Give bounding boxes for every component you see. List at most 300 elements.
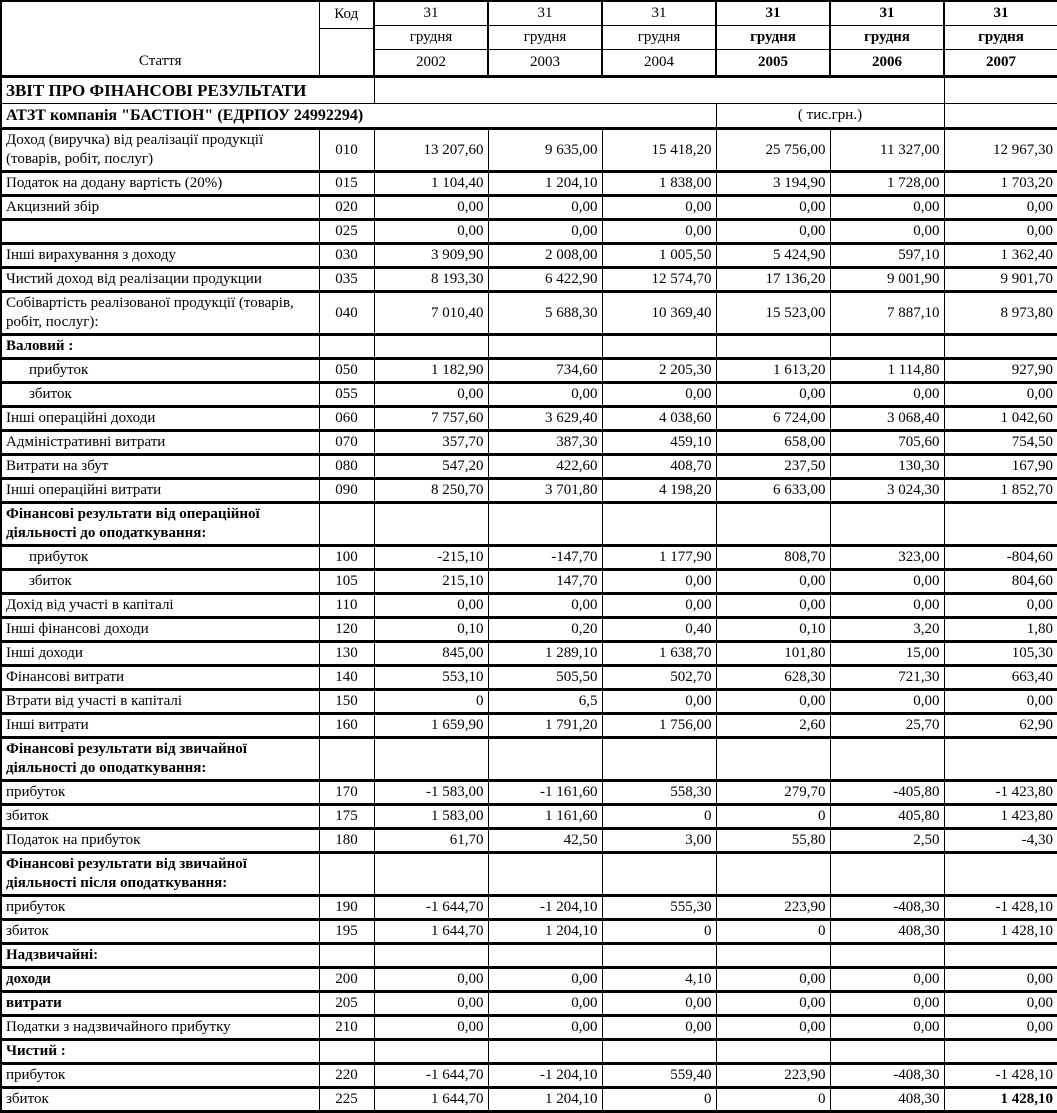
section-row [1, 853, 1057, 896]
article-cell: збиток [1, 920, 319, 944]
value-cell: 387,30 [488, 431, 602, 455]
value-cell: 0,00 [374, 383, 488, 407]
value-cell [488, 335, 602, 359]
year-header-day: 31 [488, 1, 602, 26]
value-cell: 0,00 [488, 992, 602, 1016]
title-row [1, 77, 1057, 104]
value-cell: 0 [602, 805, 716, 829]
value-cell: 734,60 [488, 359, 602, 383]
value-cell: 0,00 [602, 992, 716, 1016]
data-row [1, 829, 1057, 853]
value-cell: 9 001,90 [830, 268, 944, 292]
data-row [1, 268, 1057, 292]
value-cell: 1 428,10 [944, 920, 1057, 944]
article-cell: Адміністративні витрати [1, 431, 319, 455]
data-row [1, 407, 1057, 431]
value-cell: 0,00 [602, 196, 716, 220]
article-cell: Податки з надзвичайного прибутку [1, 1016, 319, 1040]
value-cell: 0,00 [602, 690, 716, 714]
value-cell: 0,00 [602, 220, 716, 244]
value-cell: 1 728,00 [830, 172, 944, 196]
value-cell: 0,00 [716, 570, 830, 594]
value-cell: -1 644,70 [374, 896, 488, 920]
article-cell: Інші витрати [1, 714, 319, 738]
value-cell: 1 289,10 [488, 642, 602, 666]
value-cell [602, 1040, 716, 1064]
value-cell: 25 756,00 [716, 129, 830, 172]
value-cell: 3 909,90 [374, 244, 488, 268]
value-cell [830, 335, 944, 359]
value-cell: 6 724,00 [716, 407, 830, 431]
value-cell [830, 944, 944, 968]
value-cell: 408,70 [602, 455, 716, 479]
value-cell: 2,50 [830, 829, 944, 853]
article-cell: доходи [1, 968, 319, 992]
data-row [1, 196, 1057, 220]
value-cell: 559,40 [602, 1064, 716, 1088]
article-cell [1, 220, 319, 244]
data-row [1, 594, 1057, 618]
value-cell: -1 161,60 [488, 781, 602, 805]
value-cell: 11 327,00 [830, 129, 944, 172]
data-row [1, 1016, 1057, 1040]
article-cell: прибуток [1, 1064, 319, 1088]
value-cell: 7 887,10 [830, 292, 944, 335]
empty-cell [374, 77, 944, 104]
year-header-day: 31 [374, 1, 488, 26]
data-row [1, 383, 1057, 407]
code-cell: 015 [319, 172, 374, 196]
value-cell: 15 523,00 [716, 292, 830, 335]
value-cell: 2 205,30 [602, 359, 716, 383]
code-cell: 130 [319, 642, 374, 666]
article-cell: Валовий : [1, 335, 319, 359]
value-cell [944, 503, 1057, 546]
code-cell: 070 [319, 431, 374, 455]
value-cell: 0,00 [488, 383, 602, 407]
code-cell [319, 738, 374, 781]
value-cell: 845,00 [374, 642, 488, 666]
empty-cell [944, 104, 1057, 129]
code-cell: 025 [319, 220, 374, 244]
article-cell: Чистий доход від реалізации продукции [1, 268, 319, 292]
article-cell: Інші операційні витрати [1, 479, 319, 503]
code-cell: 105 [319, 570, 374, 594]
value-cell: 1 005,50 [602, 244, 716, 268]
code-cell: 150 [319, 690, 374, 714]
year-header-month: грудня [716, 26, 830, 50]
value-cell: 808,70 [716, 546, 830, 570]
data-row [1, 666, 1057, 690]
code-cell: 080 [319, 455, 374, 479]
value-cell [488, 944, 602, 968]
data-row [1, 172, 1057, 196]
value-cell: 0,00 [830, 1016, 944, 1040]
value-cell: 558,30 [602, 781, 716, 805]
value-cell: 0,00 [830, 968, 944, 992]
value-cell: 62,90 [944, 714, 1057, 738]
value-cell: 357,70 [374, 431, 488, 455]
value-cell: 223,90 [716, 896, 830, 920]
value-cell: 0,00 [944, 594, 1057, 618]
value-cell: 105,30 [944, 642, 1057, 666]
value-cell: 101,80 [716, 642, 830, 666]
code-cell: 160 [319, 714, 374, 738]
value-cell: 0,00 [716, 690, 830, 714]
code-cell [319, 853, 374, 896]
code-cell: 020 [319, 196, 374, 220]
value-cell: 1 644,70 [374, 1088, 488, 1112]
value-cell: 0,00 [488, 1016, 602, 1040]
code-cell: 055 [319, 383, 374, 407]
company-name: АТЗТ компанія "БАСТІОН" (ЕДРПОУ 24992294) [1, 104, 716, 129]
section-row [1, 944, 1057, 968]
value-cell: -408,30 [830, 896, 944, 920]
value-cell: 1 182,90 [374, 359, 488, 383]
value-cell: 0,00 [374, 594, 488, 618]
column-header-code [319, 1, 374, 77]
code-cell: 170 [319, 781, 374, 805]
code-cell: 220 [319, 1064, 374, 1088]
code-cell: 210 [319, 1016, 374, 1040]
value-cell: -215,10 [374, 546, 488, 570]
value-cell: 422,60 [488, 455, 602, 479]
value-cell: 0,00 [830, 196, 944, 220]
value-cell: 61,70 [374, 829, 488, 853]
article-cell: Податок на прибуток [1, 829, 319, 853]
year-header-month: грудня [374, 26, 488, 50]
value-cell: 0,00 [488, 968, 602, 992]
value-cell: 0,00 [488, 220, 602, 244]
code-cell [319, 944, 374, 968]
value-cell: 42,50 [488, 829, 602, 853]
code-cell: 120 [319, 618, 374, 642]
value-cell: 0 [602, 920, 716, 944]
section-row [1, 738, 1057, 781]
value-cell: 0,00 [830, 690, 944, 714]
value-cell: 4,10 [602, 968, 716, 992]
value-cell [602, 335, 716, 359]
value-cell: 279,70 [716, 781, 830, 805]
value-cell: 1 204,10 [488, 1088, 602, 1112]
title-block [1, 77, 1057, 129]
value-cell: 547,20 [374, 455, 488, 479]
value-cell [602, 853, 716, 896]
data-row [1, 805, 1057, 829]
data-row [1, 1064, 1057, 1088]
data-row [1, 479, 1057, 503]
value-cell: -1 583,00 [374, 781, 488, 805]
value-cell: 1 703,20 [944, 172, 1057, 196]
data-row [1, 1088, 1057, 1112]
value-cell: 55,80 [716, 829, 830, 853]
value-cell: 3 068,40 [830, 407, 944, 431]
article-cell: Інші доходи [1, 642, 319, 666]
value-cell: 597,10 [830, 244, 944, 268]
value-cell [944, 335, 1057, 359]
article-cell: Податок на додану вартість (20%) [1, 172, 319, 196]
value-cell: 1 583,00 [374, 805, 488, 829]
value-cell: 0,00 [830, 383, 944, 407]
value-cell: 0,00 [716, 1016, 830, 1040]
value-cell: 804,60 [944, 570, 1057, 594]
value-cell [716, 853, 830, 896]
data-row [1, 618, 1057, 642]
code-cell: 225 [319, 1088, 374, 1112]
value-cell [374, 853, 488, 896]
value-cell: 1 423,80 [944, 805, 1057, 829]
value-cell: 1 161,60 [488, 805, 602, 829]
year-header-label: 2004 [602, 50, 716, 77]
value-cell: 3,00 [602, 829, 716, 853]
value-cell: 0,00 [488, 196, 602, 220]
year-header-label: 2007 [944, 50, 1057, 77]
article-cell: прибуток [1, 546, 319, 570]
value-cell: 663,40 [944, 666, 1057, 690]
value-cell: 0,00 [374, 220, 488, 244]
value-cell: 1 042,60 [944, 407, 1057, 431]
year-header-day: 31 [830, 1, 944, 26]
value-cell [374, 738, 488, 781]
section-row [1, 335, 1057, 359]
data-row [1, 455, 1057, 479]
value-cell: 0,00 [716, 383, 830, 407]
code-cell: 175 [319, 805, 374, 829]
value-cell: 5 424,90 [716, 244, 830, 268]
value-cell: 0 [602, 1088, 716, 1112]
code-cell: 090 [319, 479, 374, 503]
value-cell: 0,00 [602, 594, 716, 618]
value-cell: -1 423,80 [944, 781, 1057, 805]
article-cell: Фінансові результати від звичайної діяльності після оподаткування: [1, 853, 319, 896]
value-cell: 553,10 [374, 666, 488, 690]
code-header-label: Код [320, 2, 374, 29]
article-cell: прибуток [1, 359, 319, 383]
code-cell: 010 [319, 129, 374, 172]
data-row [1, 546, 1057, 570]
value-cell: 223,90 [716, 1064, 830, 1088]
value-cell: 0,10 [374, 618, 488, 642]
code-cell: 030 [319, 244, 374, 268]
value-cell: 1 791,20 [488, 714, 602, 738]
value-cell [374, 335, 488, 359]
article-cell: Акцизний збір [1, 196, 319, 220]
value-cell [830, 738, 944, 781]
value-cell: 0,00 [602, 570, 716, 594]
value-cell: 130,30 [830, 455, 944, 479]
value-cell: 0,00 [716, 220, 830, 244]
value-cell: 0,00 [716, 594, 830, 618]
value-cell [602, 738, 716, 781]
value-cell: 0,00 [602, 383, 716, 407]
section-row [1, 1040, 1057, 1064]
data-row [1, 359, 1057, 383]
value-cell: 459,10 [602, 431, 716, 455]
value-cell [830, 503, 944, 546]
value-cell: -1 204,10 [488, 1064, 602, 1088]
year-header-month: грудня [488, 26, 602, 50]
report-title: ЗВІТ ПРО ФІНАНСОВІ РЕЗУЛЬТАТИ [1, 77, 374, 104]
value-cell: 408,30 [830, 1088, 944, 1112]
value-cell: 1 659,90 [374, 714, 488, 738]
value-cell: 408,30 [830, 920, 944, 944]
value-cell: 1 838,00 [602, 172, 716, 196]
header-row-day [1, 1, 1057, 26]
article-cell: Витрати на збут [1, 455, 319, 479]
code-cell [319, 335, 374, 359]
value-cell: 0,00 [374, 992, 488, 1016]
value-cell: 0 [716, 805, 830, 829]
value-cell: 6,5 [488, 690, 602, 714]
value-cell: 15,00 [830, 642, 944, 666]
value-cell: 927,90 [944, 359, 1057, 383]
value-cell: 0,00 [716, 968, 830, 992]
value-cell: 0,00 [944, 1016, 1057, 1040]
value-cell: 502,70 [602, 666, 716, 690]
value-cell: -147,70 [488, 546, 602, 570]
value-cell: 628,30 [716, 666, 830, 690]
value-cell: 4 198,20 [602, 479, 716, 503]
code-cell [319, 1040, 374, 1064]
value-cell: 9 901,70 [944, 268, 1057, 292]
code-cell: 140 [319, 666, 374, 690]
value-cell: 754,50 [944, 431, 1057, 455]
value-cell: 0,00 [944, 690, 1057, 714]
data-row [1, 642, 1057, 666]
value-cell: 237,50 [716, 455, 830, 479]
data-row [1, 431, 1057, 455]
value-cell [374, 944, 488, 968]
value-cell: 1 177,90 [602, 546, 716, 570]
data-row [1, 781, 1057, 805]
value-cell: 0,00 [944, 968, 1057, 992]
code-cell: 195 [319, 920, 374, 944]
article-cell: витрати [1, 992, 319, 1016]
value-cell: 1,80 [944, 618, 1057, 642]
article-cell: Інші операційні доходи [1, 407, 319, 431]
data-row [1, 714, 1057, 738]
article-cell: Чистий : [1, 1040, 319, 1064]
article-cell: Собівартість реалізованої продукції (товарів, робіт, послуг): [1, 292, 319, 335]
section-row [1, 503, 1057, 546]
article-cell: збиток [1, 1088, 319, 1112]
value-cell: 3 194,90 [716, 172, 830, 196]
value-cell: 658,00 [716, 431, 830, 455]
value-cell: 4 038,60 [602, 407, 716, 431]
value-cell: 17 136,20 [716, 268, 830, 292]
value-cell: 0,00 [374, 1016, 488, 1040]
value-cell: 323,00 [830, 546, 944, 570]
value-cell: 0,00 [374, 968, 488, 992]
value-cell: -1 204,10 [488, 896, 602, 920]
value-cell: 0,00 [488, 594, 602, 618]
article-cell: прибуток [1, 781, 319, 805]
data-row [1, 220, 1057, 244]
value-cell [716, 1040, 830, 1064]
value-cell [602, 503, 716, 546]
value-cell [716, 944, 830, 968]
code-cell: 040 [319, 292, 374, 335]
value-cell [830, 853, 944, 896]
year-header-day: 31 [944, 1, 1057, 26]
value-cell: -4,30 [944, 829, 1057, 853]
empty-cell [944, 77, 1057, 104]
article-cell: Фінансові витрати [1, 666, 319, 690]
value-cell: 25,70 [830, 714, 944, 738]
code-cell: 035 [319, 268, 374, 292]
value-cell: 6 633,00 [716, 479, 830, 503]
value-cell [374, 503, 488, 546]
value-cell: 1 104,40 [374, 172, 488, 196]
article-cell: Дохід від участі в капіталі [1, 594, 319, 618]
value-cell: 0 [716, 920, 830, 944]
value-cell: -405,80 [830, 781, 944, 805]
value-cell: 0,00 [944, 220, 1057, 244]
year-header-label: 2006 [830, 50, 944, 77]
code-cell: 100 [319, 546, 374, 570]
value-cell: 147,70 [488, 570, 602, 594]
value-cell: -1 428,10 [944, 896, 1057, 920]
value-cell: 1 852,70 [944, 479, 1057, 503]
value-cell: 1 428,10 [944, 1088, 1057, 1112]
column-header-block [1, 1, 1057, 77]
data-row [1, 920, 1057, 944]
value-cell [944, 1040, 1057, 1064]
value-cell [602, 944, 716, 968]
year-header-month: грудня [830, 26, 944, 50]
value-cell: 8 250,70 [374, 479, 488, 503]
value-cell: 2,60 [716, 714, 830, 738]
value-cell: 8 193,30 [374, 268, 488, 292]
value-cell [830, 1040, 944, 1064]
value-cell: 721,30 [830, 666, 944, 690]
data-row [1, 129, 1057, 172]
year-header-label: 2003 [488, 50, 602, 77]
value-cell: 1 644,70 [374, 920, 488, 944]
value-cell: 555,30 [602, 896, 716, 920]
value-cell: 0,00 [944, 992, 1057, 1016]
value-cell: 3 701,80 [488, 479, 602, 503]
value-cell: 0 [716, 1088, 830, 1112]
data-row [1, 690, 1057, 714]
value-cell: 0,00 [830, 220, 944, 244]
value-cell [944, 853, 1057, 896]
value-cell: 2 008,00 [488, 244, 602, 268]
code-cell: 205 [319, 992, 374, 1016]
data-row [1, 968, 1057, 992]
value-cell: 7 010,40 [374, 292, 488, 335]
value-cell [716, 738, 830, 781]
article-cell: Інші фінансові доходи [1, 618, 319, 642]
value-cell: 1 204,10 [488, 172, 602, 196]
value-cell: -408,30 [830, 1064, 944, 1088]
value-cell: 12 574,70 [602, 268, 716, 292]
code-cell [319, 503, 374, 546]
value-cell: -1 644,70 [374, 1064, 488, 1088]
year-header-day: 31 [602, 1, 716, 26]
code-cell: 060 [319, 407, 374, 431]
data-row [1, 292, 1057, 335]
data-row [1, 244, 1057, 268]
value-cell [944, 738, 1057, 781]
value-cell: 1 613,20 [716, 359, 830, 383]
article-cell: збиток [1, 805, 319, 829]
value-cell: 13 207,60 [374, 129, 488, 172]
value-cell: 5 688,30 [488, 292, 602, 335]
code-cell: 050 [319, 359, 374, 383]
article-cell: прибуток [1, 896, 319, 920]
value-cell [488, 738, 602, 781]
